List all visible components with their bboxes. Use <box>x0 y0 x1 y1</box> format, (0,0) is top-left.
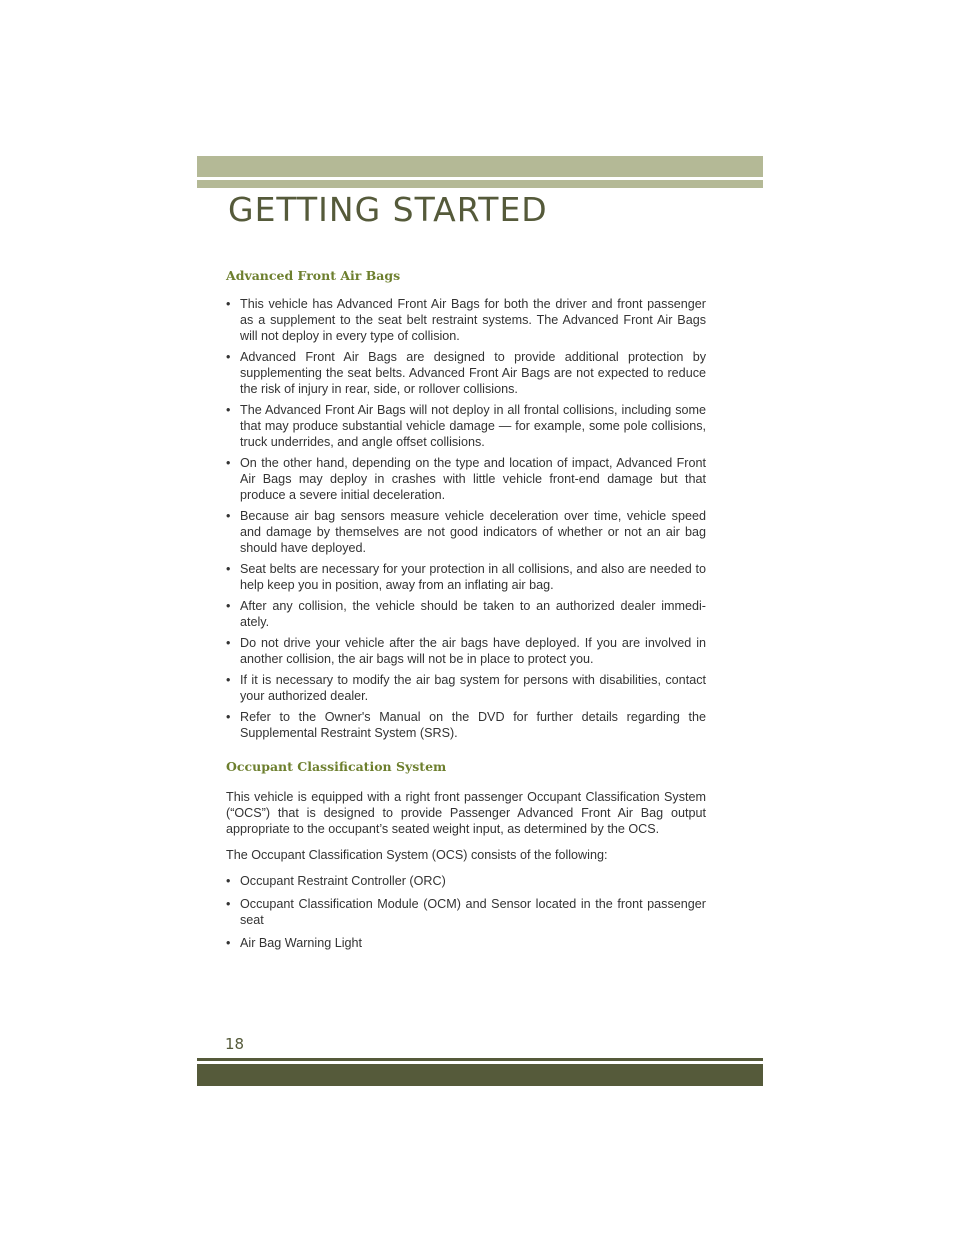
list-item-text: Occupant Restraint Controller (ORC) <box>240 874 446 888</box>
list-item-text: If it is necessary to modify the air bag system for persons with disabilities, contact your authorized dealer. <box>240 673 706 703</box>
footer-band <box>197 1064 763 1086</box>
page-content <box>226 268 706 958</box>
bullet-icon: • <box>226 874 231 888</box>
list-item-text: Occupant Classification Module (OCM) and Sensor located in the front passenger seat <box>240 897 706 927</box>
list-item-text: Because air bag sensors measure vehicle deceleration over time, vehicle speed and damage by themselves are not good indicators of whether or not an air bag should have deployed. <box>240 509 706 555</box>
list-item <box>226 873 706 889</box>
list-item <box>226 296 706 344</box>
bullet-icon: • <box>226 562 231 576</box>
footer-rule <box>197 1058 763 1061</box>
list-item-text: On the other hand, depending on the type and location of impact, Advanced Front Air Bags may deploy in crashes with little vehicle front-end damage but that produce a severe initial deceleration. <box>240 456 706 502</box>
list-item <box>226 349 706 397</box>
list-item-text: Seat belts are necessary for your protection in all collisions, and also are needed to help keep you in position, away from an inflating air bag. <box>240 562 706 592</box>
list-item-text: The Advanced Front Air Bags will not deploy in all frontal collisions, including some that may produce substantial vehicle damage — for example, some pole collisions, truck underrides, and angle offset collisions. <box>240 403 706 449</box>
list-item <box>226 598 706 630</box>
list-item <box>226 455 706 503</box>
bullet-icon: • <box>226 599 231 613</box>
bullet-icon: • <box>226 897 231 911</box>
list-item <box>226 935 706 951</box>
bullet-icon: • <box>226 456 231 470</box>
advanced-air-bags-list <box>226 296 706 741</box>
section-title: GETTING STARTED <box>228 190 548 229</box>
bullet-icon: • <box>226 403 231 417</box>
advanced-air-bags-heading: Advanced Front Air Bags <box>226 268 401 283</box>
bullet-icon: • <box>226 297 231 311</box>
list-item-text: This vehicle has Advanced Front Air Bags for both the driver and front passenger as a supplement to the seat belt restraint systems. The Advanced Front Air Bags will not deploy in every type of collision. <box>240 297 706 343</box>
list-item-text: Air Bag Warning Light <box>240 936 363 950</box>
bullet-icon: • <box>226 673 231 687</box>
list-item <box>226 635 706 667</box>
bullet-icon: • <box>226 636 231 650</box>
list-item <box>226 896 706 928</box>
list-item <box>226 508 706 556</box>
list-item-text: After any collision, the vehicle should be taken to an authorized dealer immedi- ately. <box>240 599 706 629</box>
list-item <box>226 672 706 704</box>
ocs-intro-paragraph: This vehicle is equipped with a right front passenger Occupant Classification System (“OCS”) that is designed to provide Passenger Advanced Front Air Bag output appropriate to the occupant’s seated weight input, as determined by the OCS. <box>226 790 706 836</box>
list-item-text: Advanced Front Air Bags are designed to provide additional protection by supplementing the seat belts. Advanced Front Air Bags are not expected to reduce the risk of injury in rear, side, or rollover collisions. <box>240 350 706 396</box>
list-item-text: Refer to the Owner's Manual on the DVD for further details regarding the Supplemental Restraint System (SRS). <box>240 710 706 740</box>
bullet-icon: • <box>226 710 231 724</box>
header-band <box>197 156 763 177</box>
bullet-icon: • <box>226 509 231 523</box>
ocs-components-list <box>226 873 706 951</box>
list-item <box>226 561 706 593</box>
page-number: 18 <box>225 1035 245 1053</box>
list-item-text: Do not drive your vehicle after the air bags have deployed. If you are involved in another collision, the air bags will not be in place to protect you. <box>240 636 706 666</box>
list-item <box>226 402 706 450</box>
bullet-icon: • <box>226 350 231 364</box>
list-item <box>226 709 706 741</box>
header-stripe <box>197 180 763 188</box>
ocs-heading: Occupant Classification System <box>226 759 447 774</box>
ocs-components-paragraph: The Occupant Classification System (OCS) consists of the following: <box>226 848 608 862</box>
bullet-icon: • <box>226 936 231 950</box>
